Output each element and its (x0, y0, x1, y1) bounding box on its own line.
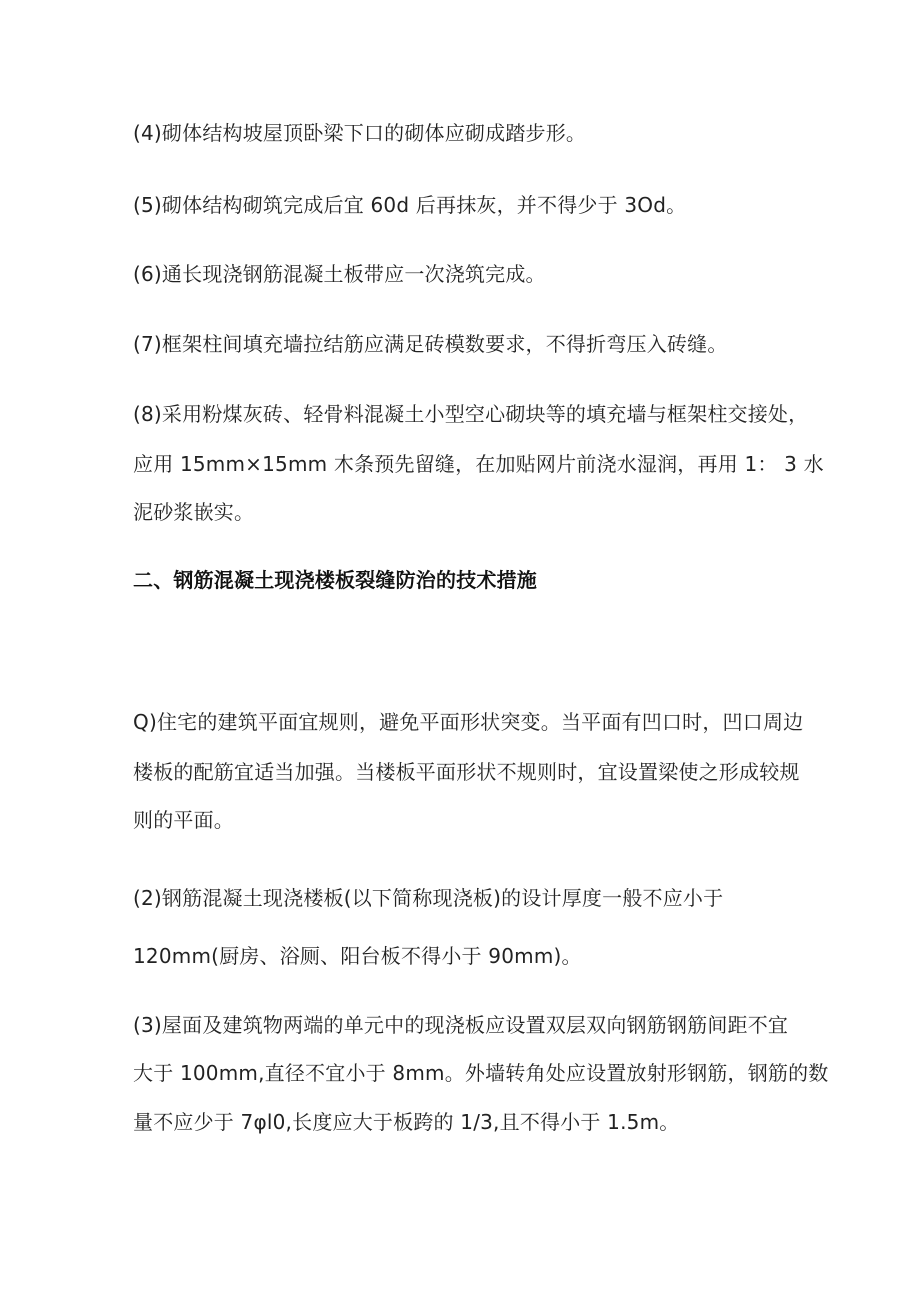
paragraph-line: 则的平面。 (133, 808, 234, 832)
paragraph-item-5: (5)砌体结构砌筑完成后宜 60d 后再抹灰，并不得少于 3Od。 (133, 193, 687, 217)
paragraph-line: 楼板的配筋宜适当加强。当楼板平面形状不规则时，宜设置梁使之形成较规 (133, 760, 800, 784)
paragraph-item-7: (7)框架柱间填充墙拉结筋应满足砖模数要求，不得折弯压入砖缝。 (133, 332, 728, 356)
paragraph-line: 泥砂浆嵌实。 (133, 500, 255, 524)
paragraph-line: 量不应少于 7φl0,长度应大于板跨的 1/3,且不得小于 1.5m。 (133, 1110, 680, 1134)
paragraph-line: (2)钢筋混凝土现浇楼板(以下简称现浇板)的设计厚度一般不应小于 (133, 886, 724, 910)
paragraph-line: (3)屋面及建筑物两端的单元中的现浇板应设置双层双向钢筋钢筋间距不宜 (133, 1013, 789, 1037)
section-heading: 二、钢筋混凝土现浇楼板裂缝防治的技术措施 (133, 568, 537, 592)
paragraph-line: 应用 15mm×15mm 木条预先留缝，在加贴网片前浇水湿润，再用 1： 3 水 (133, 452, 824, 476)
paragraph-item-6: (6)通长现浇钢筋混凝土板带应一次浇筑完成。 (133, 262, 546, 286)
paragraph-line: 大于 100mm,直径不宜小于 8mm。外墙转角处应设置放射形钢筋，钢筋的数 (133, 1061, 829, 1085)
paragraph-line: Q)住宅的建筑平面宜规则，避免平面形状突变。当平面有凹口时，凹口周边 (133, 710, 804, 734)
paragraph-line: 120mm(厨房、浴厕、阳台板不得小于 90mm)。 (133, 944, 582, 968)
paragraph-line: (8)采用粉煤灰砖、轻骨料混凝土小型空心砌块等的填充墙与框架柱交接处， (133, 402, 809, 426)
paragraph-item-4: (4)砌体结构坡屋顶卧梁下口的砌体应砌成踏步形。 (133, 121, 587, 145)
